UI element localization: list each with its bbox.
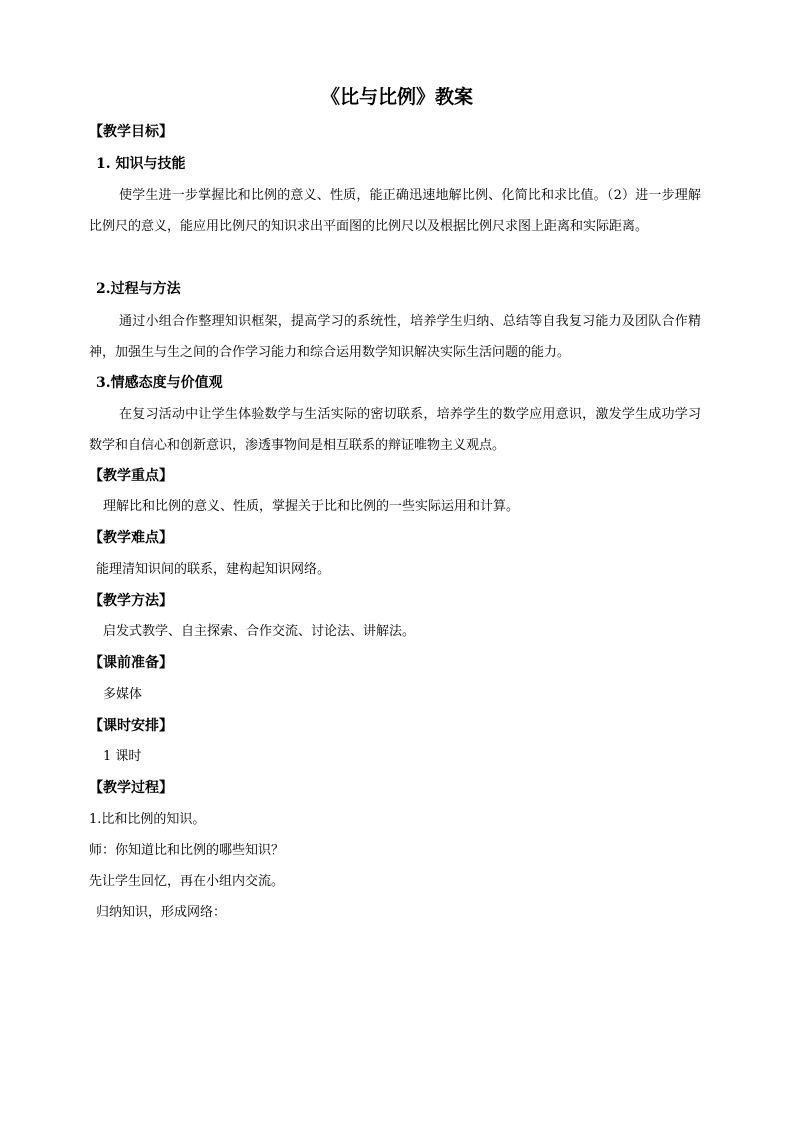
subheading-process-method: 2.过程与方法 [96, 281, 181, 297]
procedure-line: 先让学生回忆，再在小组内交流。 [89, 874, 285, 889]
subheading-emotion-values: 3.情感态度与价值观 [96, 375, 223, 391]
procedure-line: 归纳知识，形成网络： [96, 905, 227, 920]
paragraph-knowledge-skills: 使学生进一步掌握比和比例的意义、性质，能正确迅速地解比例、化简比和求比值。（2）进一步理解比例尺的意义，能应用比例尺的知识求出平面图的比例尺以及根据比例尺求图上距离和实际距离。 [89, 188, 701, 234]
section-heading-objectives: 【教学目标】 [89, 124, 173, 140]
document-title: 《比与比例》教案 [320, 86, 473, 108]
section-heading-key-points: 【教学重点】 [89, 468, 173, 484]
section-heading-procedure: 【教学过程】 [89, 780, 173, 796]
section-heading-schedule: 【课时安排】 [89, 718, 173, 734]
text-schedule: 1 课时 [103, 749, 142, 764]
subheading-knowledge-skills: 1. 知识与技能 [96, 156, 186, 172]
text-methods: 启发式教学、自主探索、合作交流、讨论法、讲解法。 [103, 624, 416, 639]
procedure-line: 师：你知道比和比例的哪些知识？ [89, 843, 285, 858]
text-difficulties: 能理清知识间的联系，建构起知识网络。 [96, 562, 331, 577]
text-preparation: 多媒体 [103, 687, 143, 702]
paragraph-process-method: 通过小组合作整理知识框架，提高学习的系统性，培养学生归纳、总结等自我复习能力及团队合作精神，加强生与生之间的合作学习能力和综合运用数学知识解决实际生活问题的能力。 [89, 314, 701, 360]
section-heading-preparation: 【课前准备】 [89, 655, 173, 671]
text-key-points: 理解比和比例的意义、性质，掌握关于比和比例的一些实际运用和计算。 [103, 499, 520, 514]
procedure-line: 1.比和比例的知识。 [89, 812, 206, 827]
section-heading-difficulties: 【教学难点】 [89, 530, 173, 546]
paragraph-emotion-values: 在复习活动中让学生体验数学与生活实际的密切联系，培养学生的数学应用意识，激发学生成功学习数学和自信心和创新意识，渗透事物间是相互联系的辩证唯物主义观点。 [89, 407, 701, 453]
section-heading-methods: 【教学方法】 [89, 593, 173, 609]
